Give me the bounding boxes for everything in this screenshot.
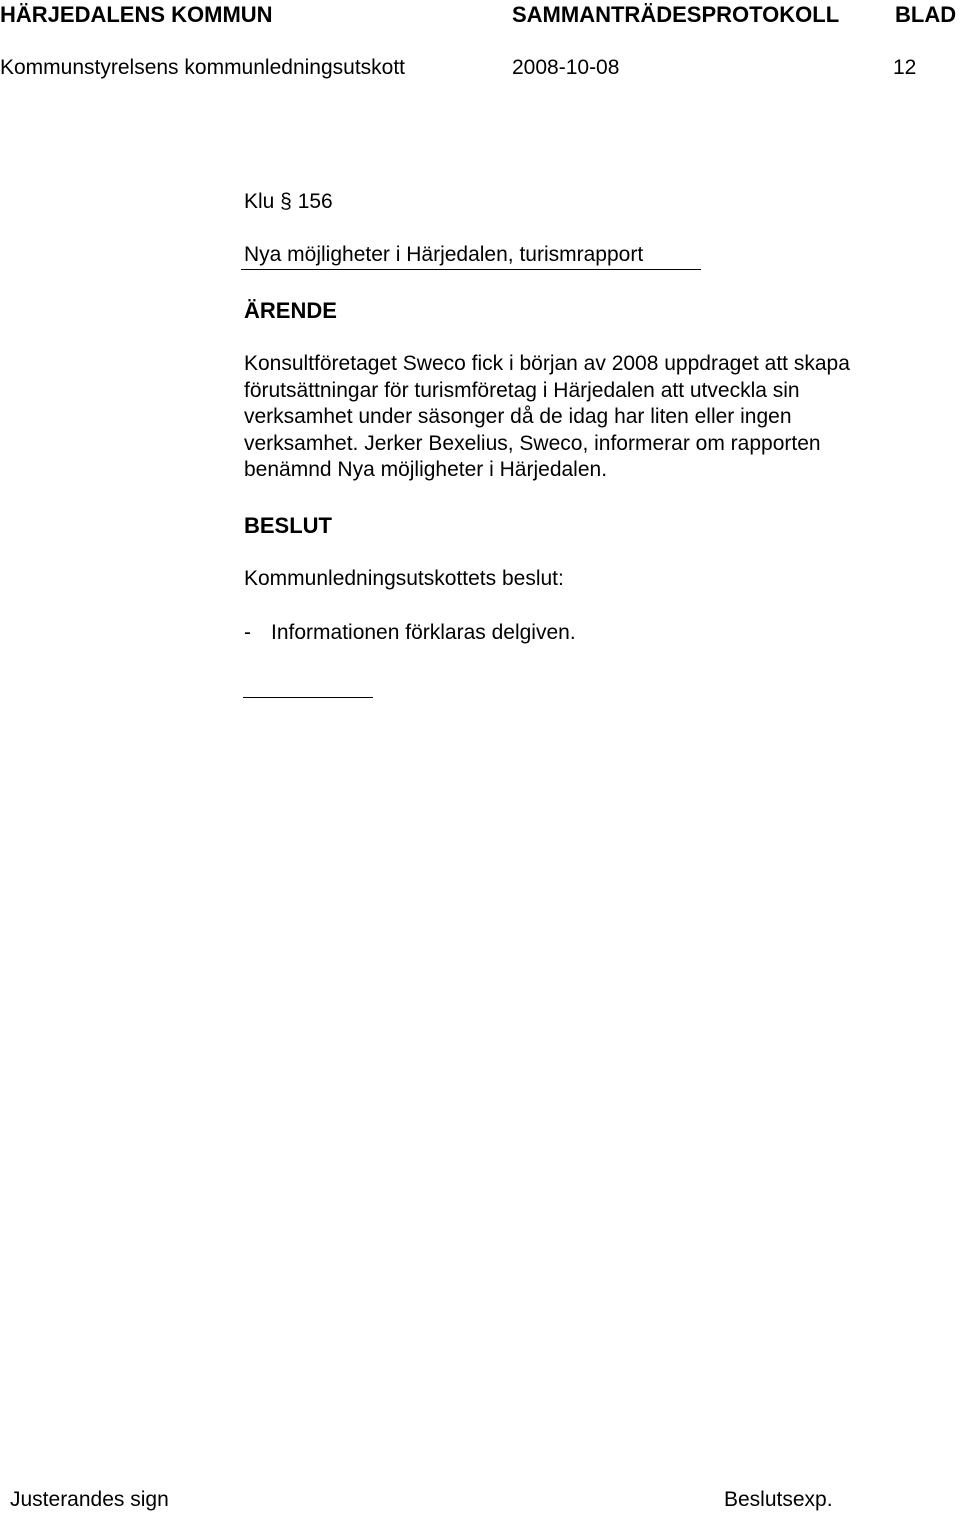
header-date: 2008-10-08 bbox=[512, 56, 620, 79]
arende-line: benämnd Nya möjligheter i Härjedalen. bbox=[244, 458, 608, 481]
case-title-underline bbox=[241, 269, 701, 270]
section-heading-beslut: BESLUT bbox=[244, 513, 332, 538]
header-document-type: SAMMANTRÄDESPROTOKOLL bbox=[512, 2, 840, 27]
header-blad-label: BLAD bbox=[895, 2, 957, 27]
beslut-intro: Kommunledningsutskottets beslut: bbox=[244, 567, 564, 590]
paragraph-reference: Klu § 156 bbox=[244, 190, 333, 213]
header-page-number: 12 bbox=[893, 56, 917, 79]
arende-line: verksamhet under säsonger då de idag har liten eller ingen bbox=[244, 405, 792, 428]
footer-exp-label: Beslutsexp. bbox=[724, 1488, 833, 1511]
arende-body bbox=[244, 351, 934, 484]
footer-sign-label: Justerandes sign bbox=[10, 1488, 169, 1511]
header-org-name: HÄRJEDALENS KOMMUN bbox=[0, 2, 273, 27]
beslut-item-text: Informationen förklaras delgiven. bbox=[271, 621, 576, 644]
section-end-rule bbox=[243, 697, 373, 698]
arende-line: förutsättningar för turismföretag i Härjedalen att utveckla sin bbox=[244, 378, 800, 402]
arende-line: Konsultföretaget Sweco fick i början av 2008 uppdraget att skapa bbox=[244, 352, 850, 375]
beslut-list-item bbox=[244, 620, 576, 647]
arende-line: verksamhet. Jerker Bexelius, Sweco, informerar om rapporten bbox=[244, 431, 821, 455]
case-title: Nya möjligheter i Härjedalen, turismrapport bbox=[244, 243, 644, 266]
section-heading-arende: ÄRENDE bbox=[244, 298, 337, 323]
list-marker: - bbox=[244, 621, 251, 644]
header-committee: Kommunstyrelsens kommunledningsutskott bbox=[0, 56, 406, 79]
